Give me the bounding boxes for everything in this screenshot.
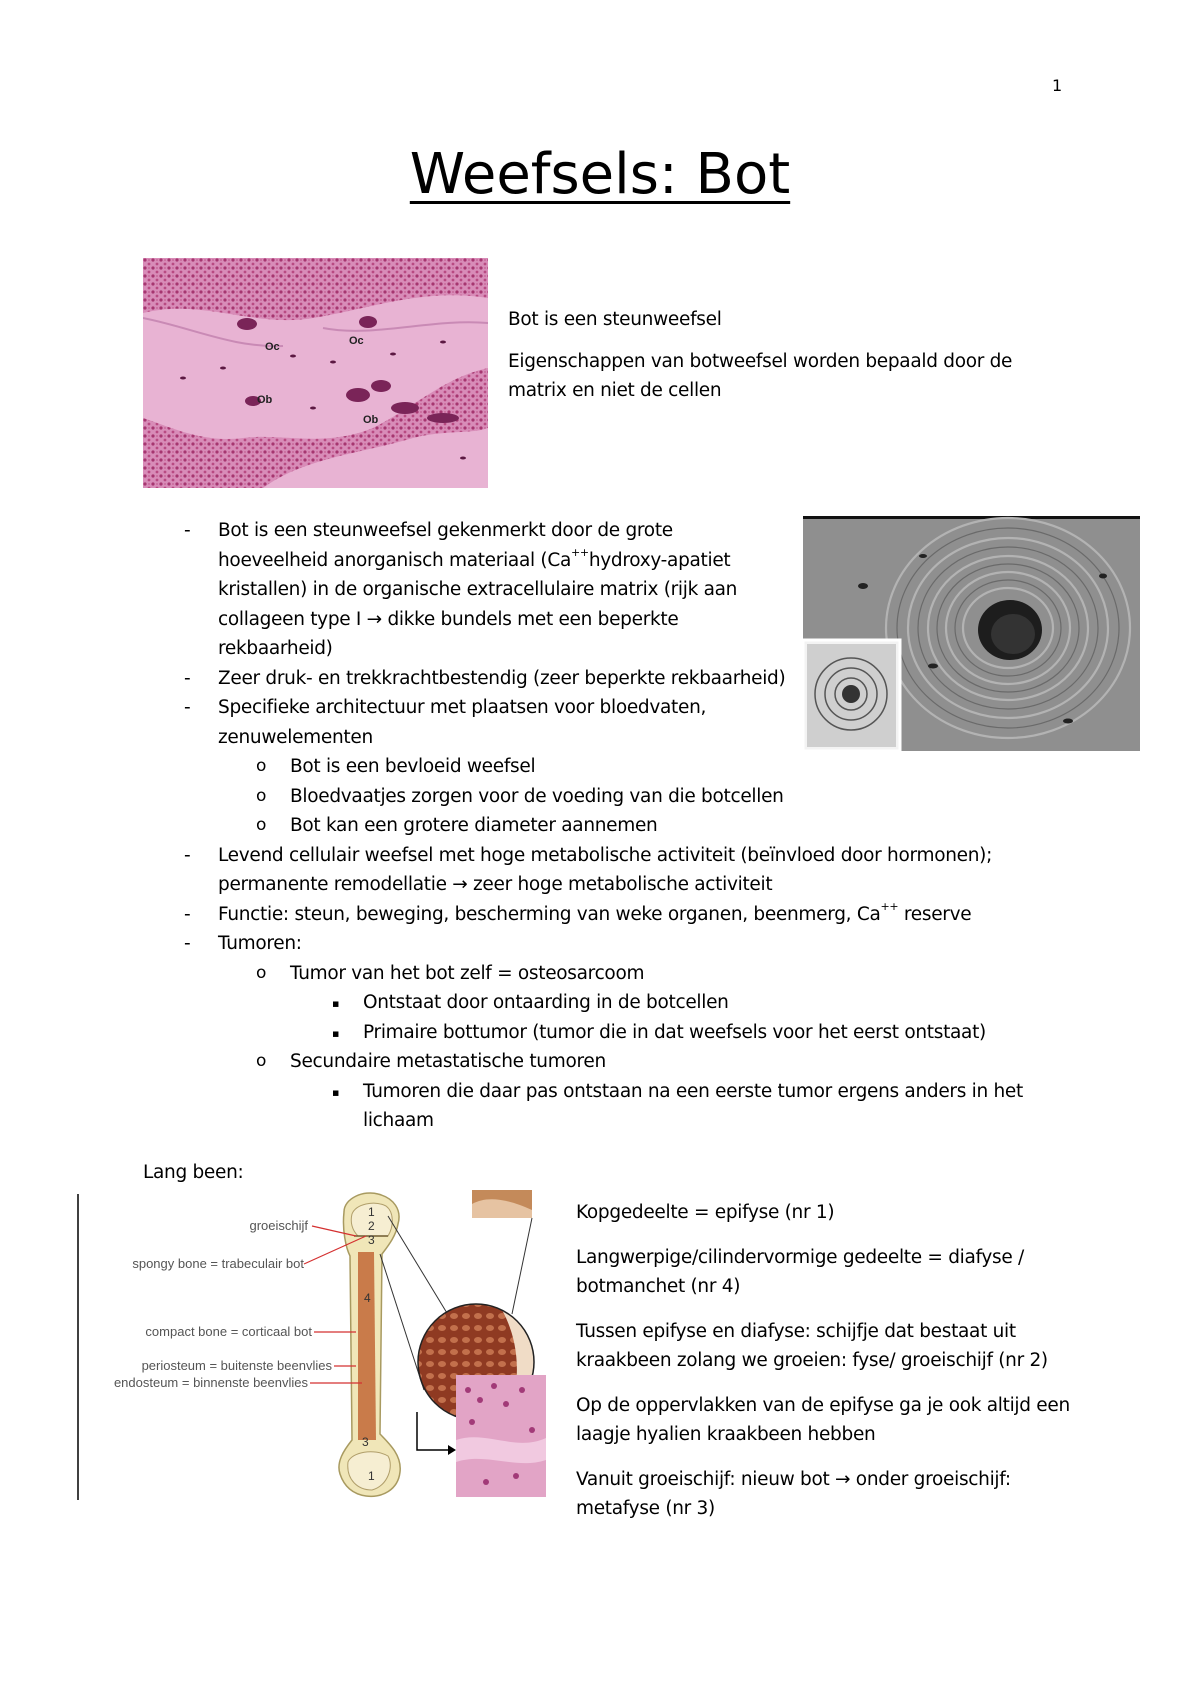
dash-marker: - <box>184 903 191 925</box>
circle-marker: o <box>256 785 267 806</box>
list-item-text: Tumoren: <box>218 933 302 954</box>
bone-number-4: 4 <box>364 1291 371 1305</box>
histology-image <box>143 258 488 488</box>
square-marker: ▪ <box>332 1026 340 1040</box>
bone-number-1: 1 <box>368 1205 375 1219</box>
list-item-text: Levend cellulair weefsel met hoge metabolische activiteit (beïnvloed door hormonen); <box>218 844 993 866</box>
list-item-text <box>218 900 1040 930</box>
sub-list-item <box>180 782 1040 812</box>
list-item-text: kristallen) in de organische extracellulaire matrix (rijk aan <box>218 579 738 600</box>
dash-marker: - <box>184 933 191 954</box>
bone-number-1b: 1 <box>368 1469 375 1483</box>
text-segment: hoeveelheid anorganisch materiaal (Ca <box>218 549 571 571</box>
list-item-text: Ontstaat door ontaarding in de botcellen <box>363 992 729 1013</box>
oc-label-1: Oc <box>265 341 280 353</box>
sub-list-item <box>180 959 1040 989</box>
circle-marker: o <box>256 756 267 776</box>
page-title-text: Weefsels: Bot <box>409 142 791 207</box>
list-item-text: Bot is een bevloeid weefsel <box>290 756 536 777</box>
lang-been-line-5: Vanuit groeischijf: nieuw bot → onder groeischijf: metafyse (nr 3) <box>576 1468 1011 1519</box>
list-item-text: Tumoren die daar pas ontstaan na een eerste tumor ergens anders in het <box>363 1080 1023 1102</box>
sub-sub-list-item <box>180 1018 1040 1048</box>
text-segment: Functie: steun, beweging, bescherming van weke organen, beenmerg, Ca <box>218 903 881 925</box>
lang-been-line-1: Kopgedeelte = epifyse (nr 1) <box>576 1202 835 1223</box>
list-item-text: Zeer druk- en trekkrachtbestendig (zeer beperkte rekbaarheid) <box>218 667 786 689</box>
lang-been-line-3: Tussen epifyse en diafyse: schijfje dat bestaat uit kraakbeen zolang we groeien: fyse/ groeischijf (nr 2) <box>576 1320 1048 1371</box>
list-item-text: permanente remodellatie → zeer hoge metabolische activiteit <box>218 874 773 895</box>
dash-marker: - <box>184 697 191 718</box>
dash-marker: - <box>184 667 191 689</box>
label-endosteum: endosteum = binnenste beenvlies <box>113 1375 308 1390</box>
oc-label-2: Oc <box>349 335 364 347</box>
list-item <box>180 841 1040 900</box>
text-segment: reserve <box>898 903 972 925</box>
list-item-text: Bloedvaatjes zorgen voor de voeding van die botcellen <box>290 785 784 807</box>
page-title <box>0 142 1200 208</box>
list-item-text: Specifieke architectuur met plaatsen voor bloedvaten, <box>218 697 707 718</box>
lang-been-line-4: Op de oppervlakken van de epifyse ga je ook altijd een laagje hyalien kraakbeen hebben <box>576 1394 1070 1445</box>
list-item <box>180 929 1040 959</box>
dash-marker: - <box>184 844 191 866</box>
list-item-text: zenuwelementen <box>218 726 373 748</box>
list-item <box>180 693 1040 752</box>
label-spongy-bone: spongy bone = trabeculair bot <box>132 1256 304 1271</box>
bullet-list <box>180 516 1040 1136</box>
intro-line-1: Bot is een steunweefsel <box>508 309 722 330</box>
ob-label-2: Ob <box>363 414 379 426</box>
list-item-text: collageen type I → dikke bundels met een beperkte <box>218 608 679 630</box>
square-marker: ▪ <box>332 1085 340 1099</box>
intro-line-2: Eigenschappen van botweefsel worden bepaald door de matrix en niet de cellen <box>508 350 1013 401</box>
circle-marker: o <box>256 815 267 835</box>
label-compact-bone: compact bone = corticaal bot <box>145 1324 312 1339</box>
intro-text <box>508 305 1048 418</box>
superscript: ++ <box>570 546 589 560</box>
lang-been-text <box>576 1198 1096 1539</box>
lang-been-line-2: Langwerpige/cilindervormige gedeelte = diafyse / botmanchet (nr 4) <box>576 1246 1024 1297</box>
list-item-text: rekbaarheid) <box>218 638 333 659</box>
square-marker: ▪ <box>332 997 340 1010</box>
lang-been-heading: Lang been: <box>143 1162 244 1183</box>
list-item-text: lichaam <box>363 1110 434 1131</box>
list-item-text: Secundaire metastatische tumoren <box>290 1051 606 1072</box>
list-item-text: Bot is een steunweefsel gekenmerkt door de grote <box>218 520 673 541</box>
sub-list-item <box>180 1047 1040 1077</box>
ob-label-1: Ob <box>257 394 273 406</box>
list-item-text: Bot kan een grotere diameter aannemen <box>290 815 658 836</box>
bone-number-2: 2 <box>368 1219 375 1233</box>
list-item <box>180 516 1040 664</box>
long-bone-diagram <box>76 1190 551 1512</box>
list-item-text: Tumor van het bot zelf = osteosarcoom <box>290 962 645 984</box>
circle-marker: o <box>256 962 267 983</box>
circle-marker: o <box>256 1051 267 1071</box>
dash-marker: - <box>184 520 191 541</box>
sub-list-item <box>180 752 1040 782</box>
list-item <box>180 664 1040 694</box>
sub-list-item <box>180 811 1040 841</box>
list-item-text: Primaire bottumor (tumor die in dat weefsels voor het eerst ontstaat) <box>363 1021 986 1043</box>
bone-number-3b: 3 <box>362 1435 369 1449</box>
list-item-text <box>218 546 1040 576</box>
sub-sub-list-item <box>180 1077 1040 1136</box>
list-item <box>180 900 1040 930</box>
label-periosteum: periosteum = buitenste beenvlies <box>141 1358 332 1373</box>
bone-number-3: 3 <box>368 1233 375 1247</box>
text-segment: hydroxy-apatiet <box>588 549 731 571</box>
page-number: 1 <box>1052 76 1063 95</box>
sub-sub-list-item <box>180 988 1040 1018</box>
label-growth-plate: groeischijf <box>249 1218 308 1233</box>
superscript: ++ <box>880 900 899 914</box>
